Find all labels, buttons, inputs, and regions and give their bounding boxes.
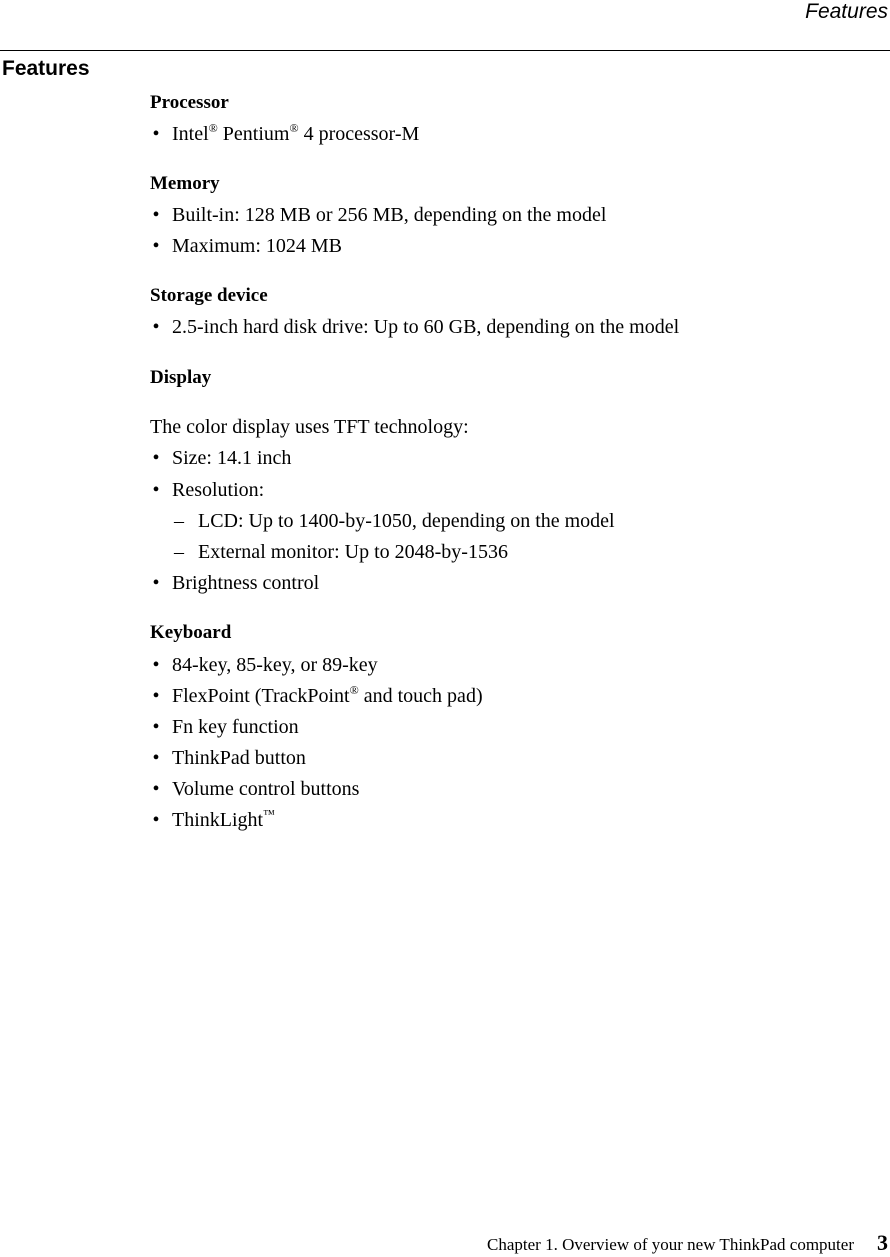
- registered-mark: ®: [289, 121, 299, 135]
- memory-heading: Memory: [150, 173, 220, 194]
- bullet-marker: •: [152, 479, 160, 501]
- bullet-marker: •: [152, 123, 160, 145]
- list-item-text: Brightness control: [172, 572, 320, 594]
- bullet-marker: •: [152, 654, 160, 676]
- bullet-marker: •: [152, 778, 160, 800]
- flexpoint-item-text: FlexPoint (TrackPoint® and touch pad): [172, 683, 483, 707]
- bullet-marker: •: [152, 747, 160, 769]
- page-footer: [0, 1230, 890, 1257]
- bullet-marker: •: [152, 685, 160, 707]
- list-item-text: Built-in: 128 MB or 256 MB, depending on the model: [172, 204, 607, 226]
- header-rule: [0, 50, 890, 51]
- keyboard-heading: Keyboard: [150, 622, 232, 643]
- display-intro: The color display uses TFT technology:: [150, 416, 469, 438]
- display-heading: Display: [150, 367, 212, 388]
- list-item-text: Size: 14.1 inch: [172, 447, 292, 469]
- sub-list-item-text: LCD: Up to 1400-by-1050, depending on the model: [198, 510, 615, 532]
- list-item-text: Fn key function: [172, 716, 299, 738]
- footer-chapter-text: Chapter 1. Overview of your new ThinkPad computer: [487, 1235, 854, 1254]
- thinklight-item-text: ThinkLight™: [172, 807, 275, 831]
- registered-mark: ®: [349, 683, 359, 697]
- bullet-marker: •: [152, 809, 160, 831]
- list-item-text: Maximum: 1024 MB: [172, 235, 343, 257]
- processor-heading: Processor: [150, 92, 229, 113]
- list-item-text: Resolution:: [172, 479, 265, 501]
- trademark-mark: ™: [263, 807, 275, 821]
- dash-marker: –: [174, 510, 184, 532]
- list-item-text: Volume control buttons: [172, 778, 360, 800]
- section-title: Features: [2, 57, 90, 80]
- sub-list-item-text: External monitor: Up to 2048-by-1536: [198, 541, 508, 563]
- bullet-marker: •: [152, 716, 160, 738]
- list-item-text: 84-key, 85-key, or 89-key: [172, 654, 378, 676]
- list-item-text: ThinkPad button: [172, 747, 306, 769]
- storage-heading: Storage device: [150, 285, 268, 306]
- list-item-text: 2.5-inch hard disk drive: Up to 60 GB, depending on the model: [172, 316, 680, 338]
- dash-marker: –: [174, 541, 184, 563]
- bullet-marker: •: [152, 316, 160, 338]
- registered-mark: ®: [208, 121, 218, 135]
- processor-item-text: Intel® Pentium® 4 processor-M: [172, 121, 420, 145]
- page-number: 3: [877, 1230, 888, 1255]
- bullet-marker: •: [152, 235, 160, 257]
- bullet-marker: •: [152, 447, 160, 469]
- bullet-marker: •: [152, 572, 160, 594]
- bullet-marker: •: [152, 204, 160, 226]
- running-head: Features: [805, 0, 888, 23]
